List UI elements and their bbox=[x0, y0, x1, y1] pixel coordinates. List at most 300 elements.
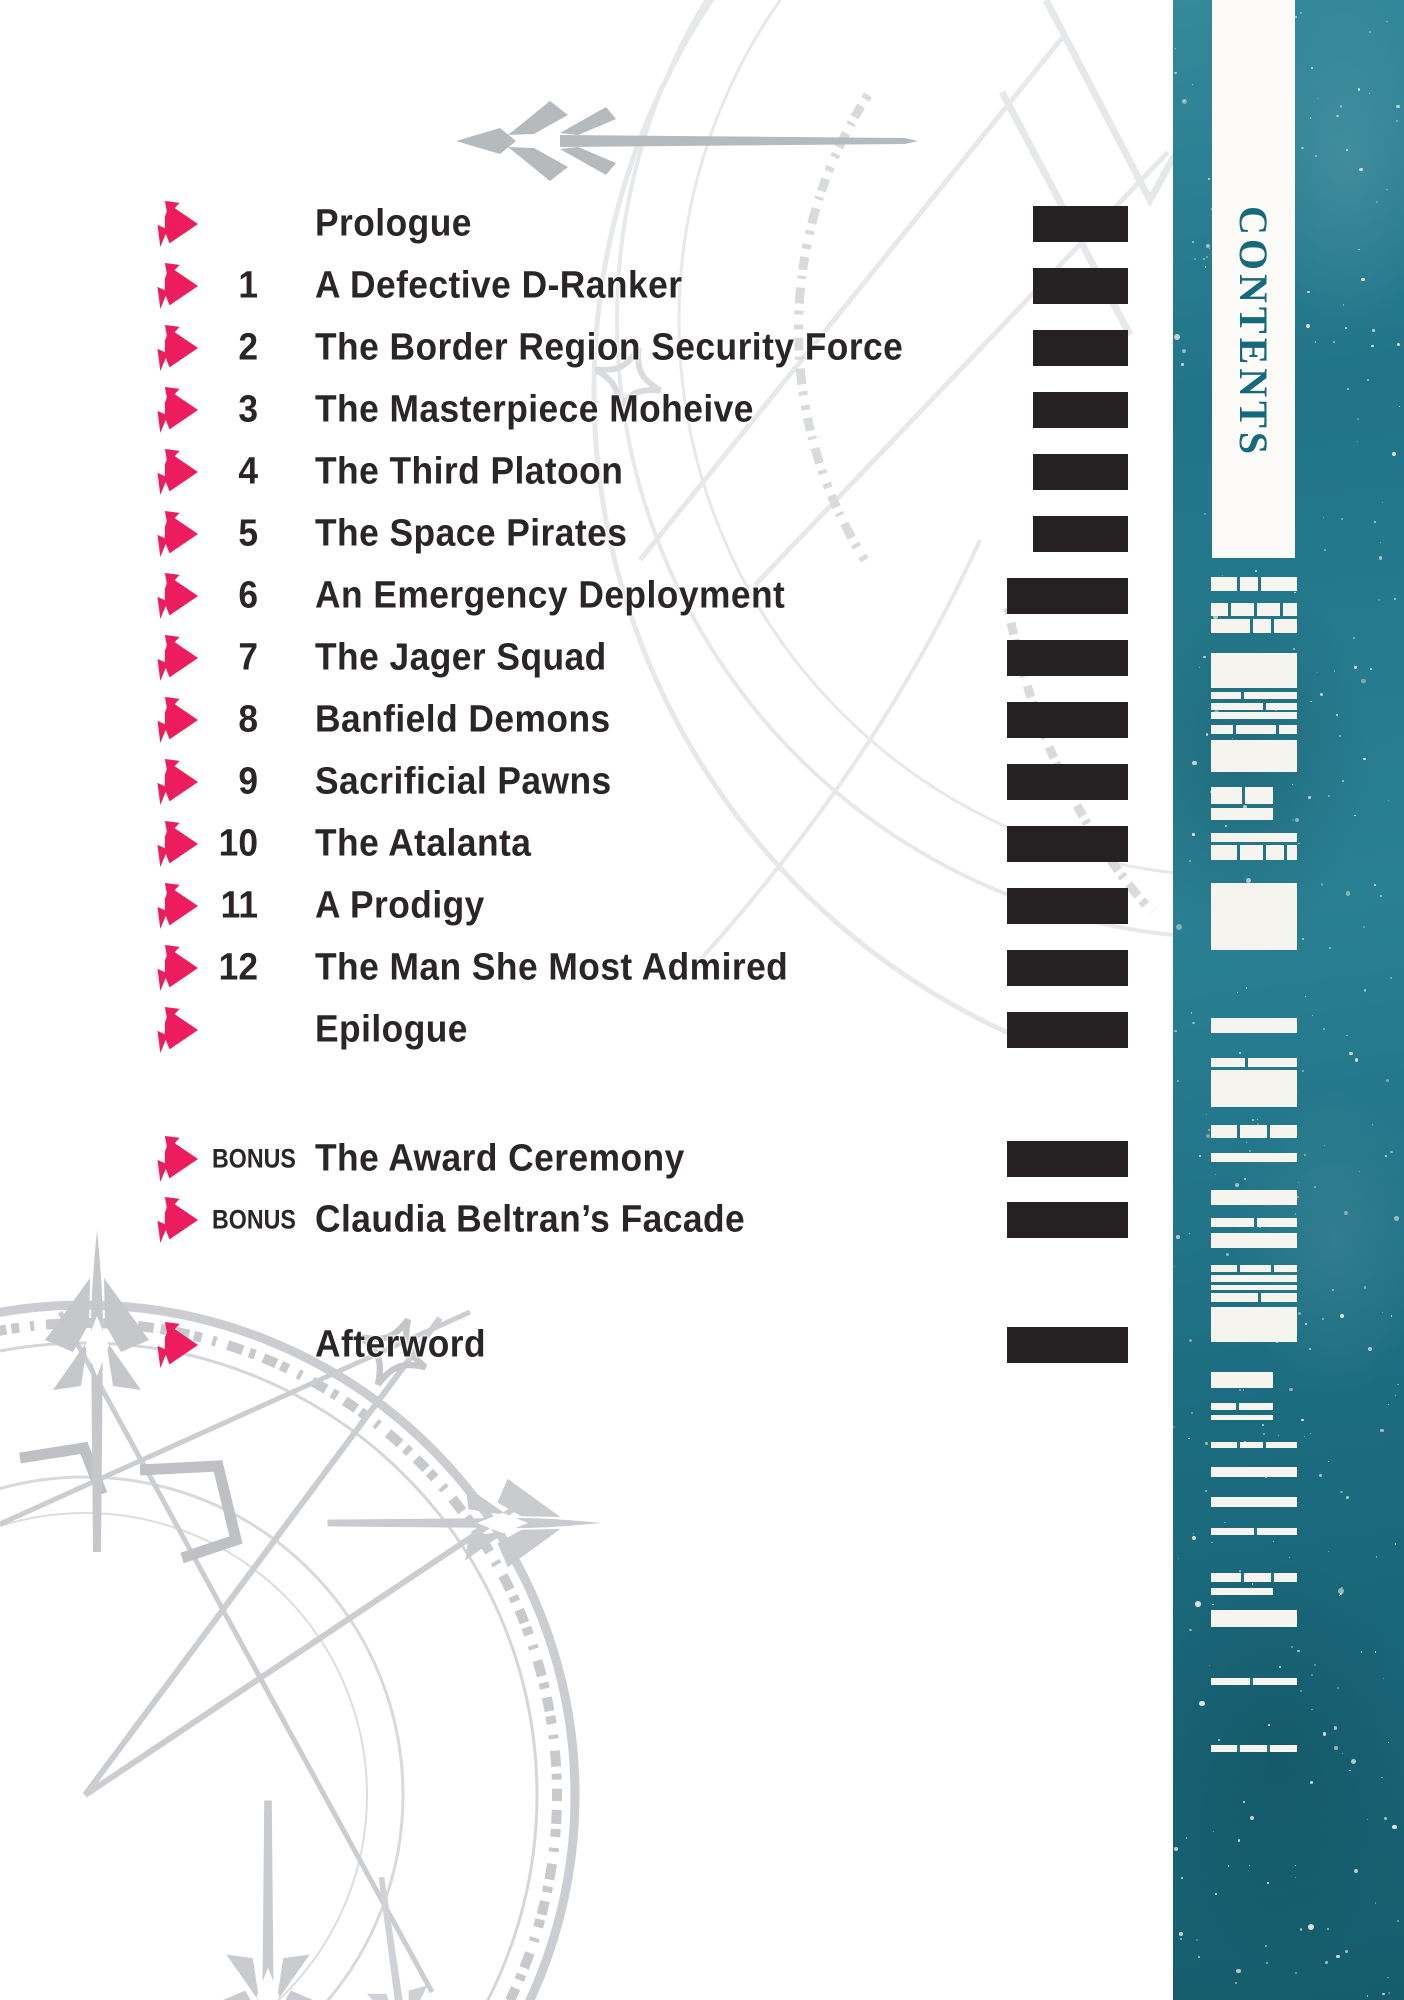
star-dot bbox=[1228, 1865, 1230, 1867]
star-dot bbox=[1292, 784, 1294, 786]
star-dot bbox=[1295, 1972, 1297, 1974]
chapter-title: The Award Ceremony bbox=[315, 1137, 685, 1180]
star-dot bbox=[1297, 1091, 1298, 1092]
star-dot bbox=[1304, 1154, 1306, 1156]
redacted-page-number-bar bbox=[1033, 392, 1128, 428]
toc-entry-row bbox=[0, 937, 1173, 999]
barcode-bar bbox=[1211, 1153, 1297, 1162]
star-dot bbox=[1347, 388, 1350, 391]
star-dot bbox=[1238, 1839, 1240, 1841]
barcode-bar bbox=[1211, 833, 1297, 842]
redacted-page-number-bar bbox=[1033, 516, 1128, 552]
star-dot bbox=[1222, 575, 1223, 576]
star-dot bbox=[1317, 672, 1318, 673]
star-dot bbox=[1289, 1388, 1293, 1392]
redacted-page-number-bar bbox=[1007, 1327, 1128, 1363]
redacted-page-number-bar bbox=[1007, 826, 1128, 862]
redacted-page-number-bar bbox=[1007, 1202, 1128, 1238]
barcode-bar bbox=[1211, 1442, 1297, 1448]
toc-entry-row bbox=[0, 751, 1173, 813]
chapter-number: 8 bbox=[238, 698, 258, 741]
star-dot bbox=[1243, 1389, 1244, 1390]
barcode-slit bbox=[1258, 577, 1261, 591]
star-dot bbox=[1226, 1253, 1229, 1256]
star-dot bbox=[1192, 1536, 1196, 1540]
star-dot bbox=[1295, 1213, 1296, 1214]
star-dot bbox=[1397, 1384, 1398, 1385]
star-dot bbox=[1203, 258, 1205, 260]
star-dot bbox=[1328, 1461, 1329, 1462]
star-dot bbox=[1379, 556, 1382, 559]
star-dot bbox=[1204, 513, 1206, 515]
barcode-bar bbox=[1211, 619, 1297, 633]
star-dot bbox=[1359, 1171, 1360, 1172]
star-dot bbox=[1295, 818, 1299, 822]
star-dot bbox=[1392, 452, 1396, 456]
chapter-arrow-icon bbox=[152, 1006, 198, 1054]
barcode-bar bbox=[1211, 1610, 1297, 1627]
barcode-bar bbox=[1211, 1218, 1297, 1227]
star-dot bbox=[1334, 670, 1336, 672]
star-dot bbox=[1311, 1709, 1313, 1711]
star-dot bbox=[1315, 155, 1317, 157]
star-dot bbox=[1203, 656, 1205, 658]
star-dot bbox=[1334, 1746, 1338, 1750]
barcode-slit bbox=[1276, 725, 1279, 734]
barcode-bar bbox=[1211, 1233, 1297, 1248]
bonus-tag: BONUS bbox=[212, 1143, 296, 1174]
redacted-page-number-bar bbox=[1033, 268, 1128, 304]
star-dot bbox=[1321, 883, 1323, 885]
barcode-slit bbox=[1241, 692, 1244, 699]
chapter-number: 6 bbox=[238, 574, 258, 617]
barcode-slit bbox=[1263, 703, 1266, 710]
chapter-number: 1 bbox=[238, 264, 258, 307]
star-dot bbox=[1239, 1389, 1241, 1391]
star-dot bbox=[1305, 996, 1306, 997]
star-dot bbox=[1174, 1847, 1178, 1851]
star-dot bbox=[1298, 843, 1300, 845]
star-dot bbox=[1382, 1312, 1383, 1313]
star-dot bbox=[1289, 1557, 1291, 1559]
star-dot bbox=[1328, 795, 1331, 798]
star-dot bbox=[1354, 666, 1358, 670]
star-dot bbox=[1186, 1837, 1188, 1839]
barcode-slit bbox=[1245, 1058, 1248, 1067]
star-dot bbox=[1174, 334, 1180, 340]
star-dot bbox=[1198, 1956, 1200, 1958]
toc-entry-row bbox=[0, 379, 1173, 441]
barcode-slit bbox=[1237, 577, 1240, 591]
star-dot bbox=[1215, 1893, 1217, 1895]
chapter-number: 4 bbox=[238, 450, 258, 493]
chapter-number: 2 bbox=[238, 326, 258, 369]
barcode-slit bbox=[1250, 619, 1253, 633]
star-dot bbox=[1368, 1347, 1372, 1351]
chapter-arrow-icon bbox=[152, 1196, 198, 1244]
star-dot bbox=[1304, 1436, 1305, 1437]
star-dot bbox=[1386, 1079, 1389, 1082]
star-dot bbox=[1302, 938, 1303, 939]
redacted-page-number-bar bbox=[1007, 1141, 1128, 1177]
chapter-title: Sacrificial Pawns bbox=[315, 760, 612, 803]
star-dot bbox=[1243, 1801, 1245, 1803]
star-dot bbox=[1341, 1587, 1343, 1589]
barcode-slit bbox=[1254, 1528, 1257, 1535]
toc-entry-row bbox=[0, 441, 1173, 503]
star-dot bbox=[1297, 1650, 1300, 1653]
star-dot bbox=[1367, 1819, 1368, 1820]
star-dot bbox=[1315, 341, 1317, 343]
star-dot bbox=[1176, 1235, 1180, 1239]
star-dot bbox=[1311, 1674, 1313, 1676]
star-dot bbox=[1328, 1551, 1329, 1552]
star-dot bbox=[1189, 860, 1191, 862]
chapter-title: The Third Platoon bbox=[315, 450, 624, 493]
star-dot bbox=[1339, 735, 1341, 737]
star-dot bbox=[1364, 1286, 1367, 1289]
barcode-bar bbox=[1211, 1372, 1273, 1388]
star-dot bbox=[1327, 1928, 1329, 1930]
chapter-title: Banfield Demons bbox=[315, 698, 611, 741]
star-dot bbox=[1390, 1151, 1393, 1154]
star-dot bbox=[1182, 99, 1187, 104]
star-dot bbox=[1294, 592, 1296, 594]
star-dot bbox=[1361, 278, 1365, 282]
star-dot bbox=[1375, 1651, 1376, 1652]
chapter-number: 3 bbox=[238, 388, 258, 431]
chapter-number: 5 bbox=[238, 512, 258, 555]
star-dot bbox=[1332, 1289, 1334, 1291]
toc-entry-row bbox=[0, 1314, 1173, 1376]
star-dot bbox=[1295, 1877, 1297, 1879]
barcode-slit bbox=[1250, 1678, 1253, 1685]
star-dot bbox=[1343, 304, 1345, 306]
star-dot bbox=[1372, 329, 1375, 332]
star-dot bbox=[1302, 1070, 1304, 1072]
barcode-bar bbox=[1211, 1070, 1297, 1107]
barcode-bar bbox=[1211, 1745, 1297, 1752]
chapter-title: A Defective D-Ranker bbox=[315, 264, 683, 307]
star-dot bbox=[1364, 989, 1367, 992]
star-dot bbox=[1375, 1902, 1377, 1904]
toc-entry-row bbox=[0, 317, 1173, 379]
toc-entry-row bbox=[0, 193, 1173, 255]
star-dot bbox=[1386, 189, 1388, 191]
barcode-slit bbox=[1271, 1573, 1274, 1582]
star-dot bbox=[1394, 1216, 1399, 1221]
star-dot bbox=[1180, 1938, 1182, 1940]
barcode-bar bbox=[1211, 1588, 1273, 1595]
star-dot bbox=[1212, 1604, 1214, 1606]
star-dot bbox=[1320, 693, 1323, 696]
star-dot bbox=[1174, 346, 1175, 347]
star-dot bbox=[1357, 441, 1359, 443]
barcode-bar bbox=[1211, 845, 1297, 860]
star-dot bbox=[1351, 1759, 1356, 1764]
barcode-bar bbox=[1211, 1307, 1297, 1342]
toc-entry-row bbox=[0, 1189, 1173, 1251]
star-dot bbox=[1295, 1865, 1296, 1866]
star-dot bbox=[1182, 349, 1186, 353]
redacted-page-number-bar bbox=[1007, 888, 1128, 924]
star-dot bbox=[1354, 815, 1355, 816]
star-dot bbox=[1192, 241, 1194, 243]
star-dot bbox=[1310, 1433, 1311, 1434]
star-dot bbox=[1192, 84, 1193, 85]
star-dot bbox=[1380, 895, 1382, 897]
redacted-page-number-bar bbox=[1007, 1012, 1128, 1048]
star-dot bbox=[1369, 31, 1371, 33]
barcode-slit bbox=[1236, 1403, 1239, 1410]
star-dot bbox=[1323, 1732, 1326, 1735]
redacted-page-number-bar bbox=[1033, 206, 1128, 242]
star-dot bbox=[1305, 1323, 1307, 1325]
star-dot bbox=[1194, 258, 1196, 260]
star-dot bbox=[1300, 1928, 1302, 1930]
star-dot bbox=[1189, 1629, 1191, 1631]
barcode-bar bbox=[1211, 577, 1297, 591]
star-dot bbox=[1346, 891, 1350, 895]
star-dot bbox=[1337, 1687, 1339, 1689]
star-dot bbox=[1301, 1419, 1303, 1421]
star-dot bbox=[1323, 1028, 1325, 1030]
barcode-slit bbox=[1237, 845, 1240, 860]
star-dot bbox=[1291, 1646, 1293, 1648]
star-dot bbox=[1391, 1315, 1393, 1317]
star-dot bbox=[1346, 1496, 1349, 1499]
star-dot bbox=[1363, 926, 1365, 928]
star-dot bbox=[1273, 1541, 1274, 1542]
barcode-bar bbox=[1211, 787, 1273, 804]
chapter-title: The Masterpiece Moheive bbox=[315, 388, 754, 431]
star-dot bbox=[1383, 1678, 1384, 1679]
star-dot bbox=[1358, 88, 1361, 91]
bonus-tag: BONUS bbox=[212, 1204, 296, 1235]
star-dot bbox=[1191, 1412, 1193, 1414]
barcode-bar bbox=[1211, 1275, 1297, 1282]
barcode-slit bbox=[1228, 603, 1231, 616]
barcode-slit bbox=[1284, 845, 1287, 860]
chapter-number: 9 bbox=[238, 760, 258, 803]
star-dot bbox=[1192, 761, 1196, 765]
star-dot bbox=[1361, 1651, 1362, 1652]
barcode-bar bbox=[1211, 1265, 1297, 1272]
star-dot bbox=[1239, 1052, 1241, 1054]
star-dot bbox=[1396, 120, 1398, 122]
redacted-page-number-bar bbox=[1007, 702, 1128, 738]
star-dot bbox=[1266, 1962, 1268, 1964]
redacted-page-number-bar bbox=[1007, 578, 1128, 614]
star-dot bbox=[1181, 1877, 1183, 1879]
barcode-bar bbox=[1211, 1190, 1297, 1205]
star-dot bbox=[1388, 1992, 1390, 1994]
star-dot bbox=[1394, 598, 1396, 600]
star-dot bbox=[1310, 701, 1312, 703]
star-dot bbox=[1249, 1865, 1250, 1866]
star-dot bbox=[1308, 1924, 1314, 1930]
star-dot bbox=[1382, 1993, 1384, 1995]
star-dot bbox=[1237, 992, 1239, 994]
star-dot bbox=[1206, 1114, 1207, 1115]
chapter-title: The Man She Most Admired bbox=[315, 946, 789, 989]
star-dot bbox=[1263, 1433, 1265, 1435]
star-dot bbox=[1208, 1129, 1210, 1131]
star-dot bbox=[1268, 1724, 1270, 1726]
star-dot bbox=[1310, 1781, 1313, 1784]
star-dot bbox=[1311, 67, 1313, 69]
star-dot bbox=[1381, 1777, 1383, 1779]
star-dot bbox=[1387, 1977, 1389, 1979]
star-dot bbox=[1354, 1869, 1358, 1873]
star-dot bbox=[1265, 1945, 1267, 1947]
star-dot bbox=[1244, 1178, 1246, 1180]
toc-entry-row bbox=[0, 689, 1173, 751]
star-dot bbox=[1196, 1939, 1198, 1941]
star-dot bbox=[1224, 1522, 1226, 1524]
star-dot bbox=[1324, 549, 1326, 551]
barcode-bar bbox=[1211, 1285, 1297, 1290]
barcode-bar bbox=[1211, 712, 1297, 719]
star-dot bbox=[1390, 977, 1392, 979]
redacted-page-number-bar bbox=[1007, 764, 1128, 800]
star-dot bbox=[1173, 1426, 1175, 1428]
star-dot bbox=[1218, 1739, 1220, 1741]
star-dot bbox=[1208, 708, 1209, 709]
star-dot bbox=[1199, 667, 1200, 668]
star-dot bbox=[1395, 1543, 1397, 1545]
star-dot bbox=[1308, 796, 1311, 799]
star-dot bbox=[1208, 178, 1210, 180]
star-dot bbox=[1292, 819, 1294, 821]
barcode-bar bbox=[1211, 1528, 1297, 1535]
barcode-slit bbox=[1237, 1125, 1240, 1138]
star-dot bbox=[1206, 1134, 1210, 1138]
star-dot bbox=[1239, 1570, 1241, 1572]
star-dot bbox=[1317, 98, 1318, 99]
star-dot bbox=[1370, 668, 1372, 670]
star-dot bbox=[1209, 248, 1210, 249]
barcode-slit bbox=[1254, 603, 1257, 616]
star-dot bbox=[1246, 987, 1248, 989]
star-dot bbox=[1376, 201, 1378, 203]
chapter-arrow-icon bbox=[152, 200, 198, 248]
barcode-bar bbox=[1211, 653, 1297, 688]
star-dot bbox=[1225, 825, 1227, 827]
star-dot bbox=[1342, 780, 1344, 782]
star-dot bbox=[1298, 1182, 1299, 1183]
star-dot bbox=[1340, 1491, 1343, 1494]
star-dot bbox=[1346, 149, 1348, 151]
toc-entry-row bbox=[0, 565, 1173, 627]
star-dot bbox=[1297, 1196, 1299, 1198]
star-dot bbox=[1388, 1404, 1390, 1406]
star-dot bbox=[1349, 1052, 1352, 1055]
star-dot bbox=[1378, 599, 1380, 601]
redacted-page-number-bar bbox=[1033, 454, 1128, 490]
star-dot bbox=[1384, 1817, 1387, 1820]
chapter-number: 11 bbox=[220, 884, 258, 927]
toc-entry-row bbox=[0, 255, 1173, 317]
star-dot bbox=[1367, 379, 1369, 381]
barcode-bar bbox=[1211, 1467, 1297, 1477]
star-dot bbox=[1295, 16, 1297, 18]
chapter-title: An Emergency Deployment bbox=[315, 574, 786, 617]
chapter-title: Claudia Beltran’s Facade bbox=[315, 1198, 746, 1241]
star-dot bbox=[1195, 1601, 1201, 1607]
star-dot bbox=[1189, 1233, 1190, 1234]
star-dot bbox=[1358, 249, 1360, 251]
barcode-slit bbox=[1254, 1218, 1257, 1227]
barcode-bar bbox=[1211, 1403, 1273, 1410]
barcode-bar bbox=[1211, 808, 1273, 820]
star-dot bbox=[1380, 542, 1381, 543]
barcode-bar bbox=[1211, 1018, 1297, 1033]
barcode-bar bbox=[1211, 603, 1297, 616]
barcode-bar bbox=[1211, 692, 1297, 699]
barcode-bar bbox=[1211, 1497, 1297, 1507]
chapter-title: The Atalanta bbox=[315, 822, 532, 865]
star-dot bbox=[1252, 1119, 1254, 1121]
star-dot bbox=[1252, 1583, 1254, 1585]
barcode-bar bbox=[1211, 1573, 1297, 1582]
star-dot bbox=[1353, 637, 1355, 639]
star-dot bbox=[1199, 1701, 1204, 1706]
star-dot bbox=[1209, 1665, 1210, 1666]
star-dot bbox=[1382, 502, 1384, 504]
barcode-bar bbox=[1211, 1125, 1297, 1138]
star-dot bbox=[1374, 521, 1376, 523]
star-dot bbox=[1174, 1266, 1175, 1267]
star-dot bbox=[1257, 1119, 1258, 1120]
star-dot bbox=[1310, 117, 1312, 119]
toc-entry-row bbox=[0, 1128, 1173, 1190]
star-dot bbox=[1179, 1932, 1182, 1935]
star-dot bbox=[1314, 1186, 1316, 1188]
barcode-slit bbox=[1237, 1265, 1240, 1272]
star-dot bbox=[1205, 1490, 1207, 1492]
barcode-slit bbox=[1237, 1745, 1240, 1752]
star-dot bbox=[1329, 947, 1331, 949]
star-dot bbox=[1262, 1424, 1264, 1426]
star-dot bbox=[1255, 570, 1257, 572]
star-dot bbox=[1325, 1961, 1328, 1964]
barcode-bar bbox=[1211, 703, 1297, 710]
star-dot bbox=[1336, 714, 1338, 716]
star-dot bbox=[1192, 1022, 1195, 1025]
star-dot bbox=[1206, 733, 1208, 735]
star-dot bbox=[1250, 1816, 1254, 1820]
chapter-title: Prologue bbox=[315, 202, 472, 245]
star-dot bbox=[1213, 1831, 1215, 1833]
star-dot bbox=[1278, 1435, 1279, 1436]
star-dot bbox=[1175, 48, 1176, 49]
star-dot bbox=[1323, 517, 1324, 518]
star-dot bbox=[1235, 1183, 1239, 1187]
star-dot bbox=[1344, 1211, 1348, 1215]
star-dot bbox=[1342, 1753, 1343, 1754]
star-dot bbox=[1279, 1666, 1281, 1668]
star-dot bbox=[1324, 1145, 1325, 1146]
star-dot bbox=[1333, 341, 1335, 343]
star-dot bbox=[1371, 345, 1374, 348]
star-dot bbox=[1397, 343, 1400, 346]
starfield-strip bbox=[1173, 0, 1404, 2000]
star-dot bbox=[1361, 679, 1365, 683]
star-dot bbox=[1314, 1664, 1316, 1666]
chapter-arrow-icon bbox=[152, 1135, 198, 1183]
redacted-page-number-bar bbox=[1033, 330, 1128, 366]
